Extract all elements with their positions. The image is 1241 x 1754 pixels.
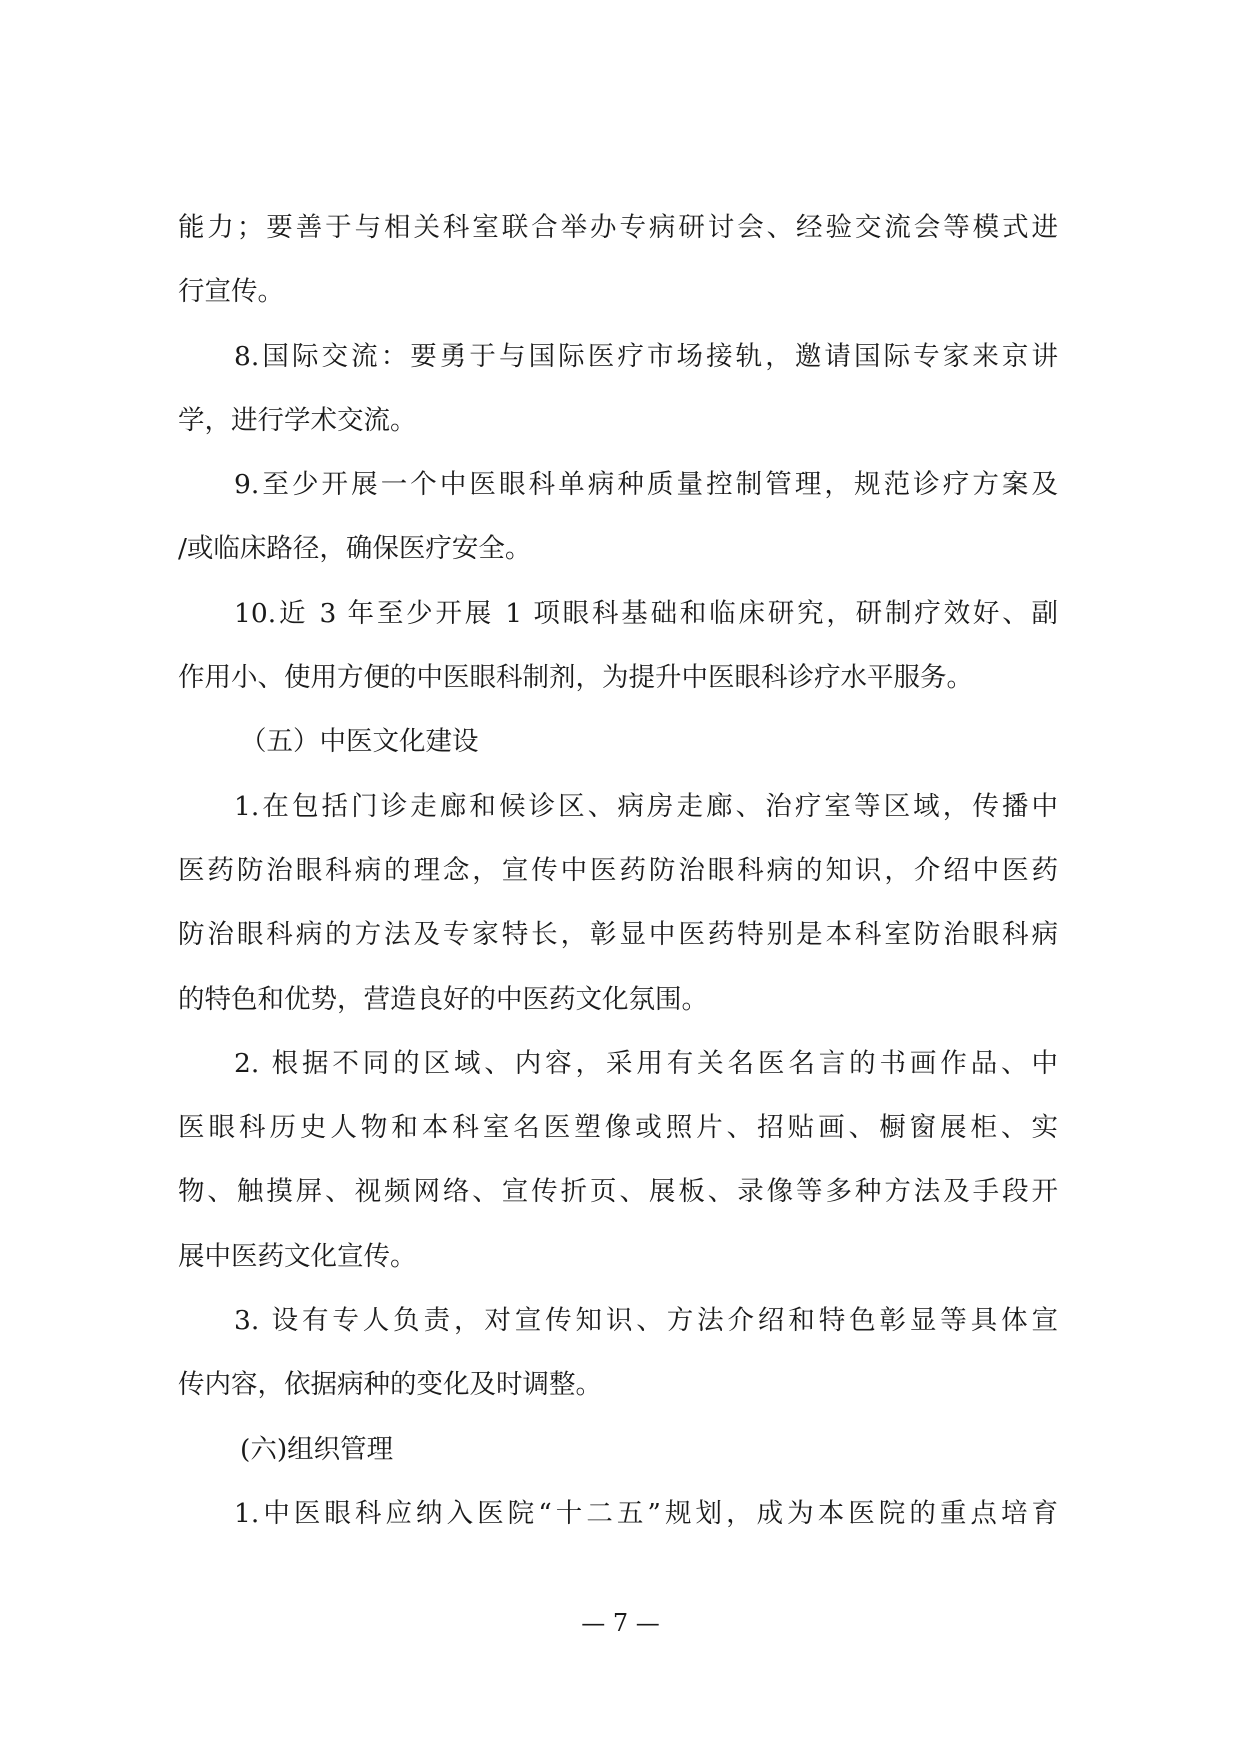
- body-text: [178, 196, 1058, 1546]
- text-line: 1.中医眼科应纳入医院“十二五”规划，成为本医院的重点培育: [234, 1497, 1058, 1529]
- text-line: 传内容，依据病种的变化及时调整。: [178, 1369, 602, 1401]
- text-line: 作用小、使用方便的中医眼科制剂，为提升中医眼科诊疗水平服务。: [178, 662, 973, 694]
- text-line: 能力；要善于与相关科室联合举办专病研讨会、经验交流会等模式进: [178, 212, 1058, 243]
- text-line: 行宣传。: [178, 276, 284, 308]
- text-line: 展中医药文化宣传。: [178, 1240, 417, 1272]
- section-heading: （五）中医文化建设: [240, 726, 479, 758]
- text-line: /或临床路径，确保医疗安全。: [178, 533, 532, 565]
- text-line: 防治眼科病的方法及专家特长，彰显中医药特别是本科室防治眼科病: [178, 919, 1058, 951]
- text-line: 2. 根据不同的区域、内容，采用有关名医名言的书画作品、中: [234, 1047, 1058, 1079]
- text-line: 10.近 3 年至少开展 1 项眼科基础和临床研究，研制疗效好、副: [234, 597, 1058, 629]
- page-number: — 7 —: [581, 1609, 660, 1637]
- text-line: 3. 设有专人负责，对宣传知识、方法介绍和特色彰显等具体宣: [234, 1305, 1058, 1337]
- text-line: 物、触摸屏、视频网络、宣传折页、展板、录像等多种方法及手段开: [178, 1176, 1058, 1208]
- section-heading: (六)组织管理: [240, 1433, 394, 1465]
- text-line: 8.国际交流：要勇于与国际医疗市场接轨，邀请国际专家来京讲: [234, 340, 1058, 372]
- text-line: 9.至少开展一个中医眼科单病种质量控制管理，规范诊疗方案及: [234, 469, 1058, 501]
- text-line: 医药防治眼科病的理念，宣传中医药防治眼科病的知识，介绍中医药: [178, 854, 1058, 886]
- text-line: 医眼科历史人物和本科室名医塑像或照片、招贴画、橱窗展柜、实: [178, 1112, 1058, 1144]
- text-line: 学，进行学术交流。: [178, 404, 417, 436]
- text-line: 的特色和优势，营造良好的中医药文化氛围。: [178, 983, 708, 1015]
- text-line: 1.在包括门诊走廊和候诊区、病房走廊、治疗室等区域，传播中: [234, 790, 1058, 822]
